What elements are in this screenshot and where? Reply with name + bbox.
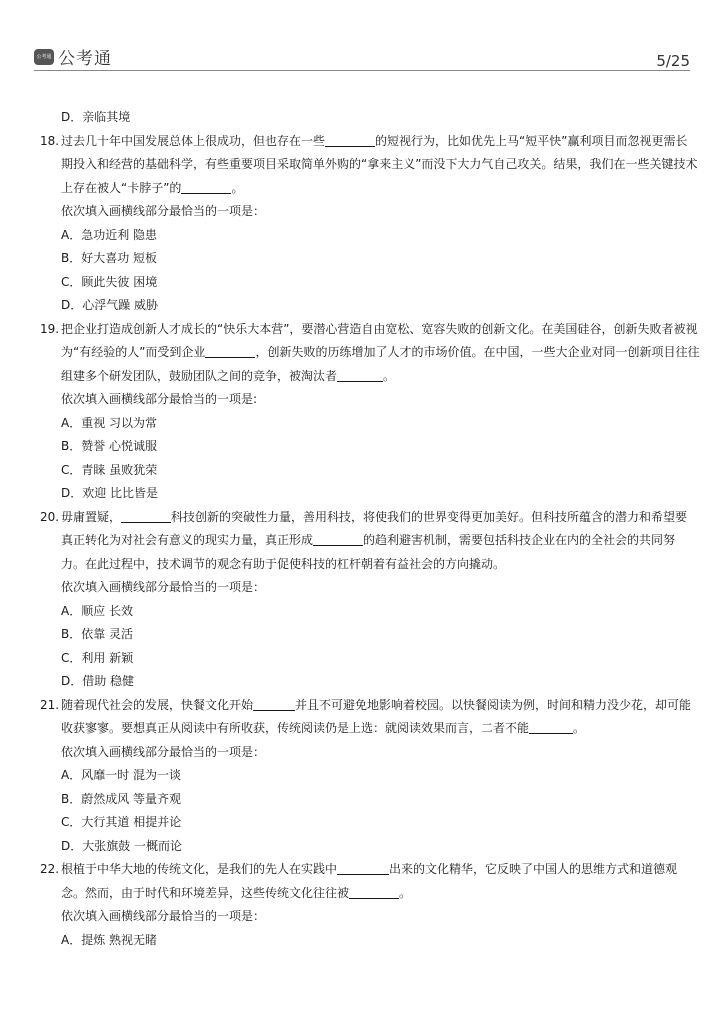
option: C．顾此失彼 困境 [61, 274, 158, 289]
question-text: 上存在被人“卡脖子”的 [61, 180, 182, 195]
question-text: 期投入和经营的基础科学，有些重要项目采取简单外购的“拿来主义”而没下大力气自己攻关。结果，我们在一些关键技术 [61, 157, 698, 171]
fill-blank [205, 345, 255, 358]
question-text: 。 [573, 721, 586, 735]
question-text: 。 [383, 368, 396, 383]
header-divider [34, 70, 690, 71]
question-number: 20. [40, 509, 60, 524]
question-text: 为“有经验的人”而受到企业 [61, 345, 206, 359]
logo-badge-icon: 公考通 [34, 49, 54, 65]
question-prompt: 依次填入画横线部分最恰当的一项是: [61, 392, 258, 406]
option: D．欢迎 比比皆是 [61, 486, 159, 500]
question-prompt: 依次填入画横线部分最恰当的一项是： [61, 580, 266, 594]
logo-text: 公考通 [58, 49, 112, 69]
question-text: 随着现代社会的发展，快餐文化开始 [61, 697, 254, 712]
question-text: 科技创新的突破性力量，善用科技，将使我们的世界变得更加美好。但科技所蕴含的潜力和希望要 [171, 509, 688, 524]
question-text: 把企业打造成创新人才成长的“快乐大本营”，要潜心营造自由宽松、宽容失败的创新文化。在美国硅谷，创新失败者被视 [61, 321, 698, 336]
question-text: 。 [399, 885, 412, 900]
option: B．赞誉 心悦诚服 [61, 439, 158, 453]
option: D．借助 稳健 [61, 674, 135, 688]
question-text: 念。然而，由于时代和环境差异，这些传统文化往往被 [61, 885, 350, 900]
question-number: 22. [40, 862, 60, 876]
question-text: 力。在此过程中，技术调节的观念有助于促使科技的杠杆朝着有益社会的方向撬动。 [61, 556, 506, 571]
question-18 [40, 130, 698, 318]
fill-blank [253, 698, 295, 711]
option: B．好大喜功 短板 [61, 251, 158, 265]
option: D．心浮气躁 威胁 [61, 298, 159, 312]
option: C．大行其道 相提并论 [61, 815, 182, 829]
question-22 [40, 858, 690, 952]
question-prompt: 依次填入画横线部分最恰当的一项是： [61, 204, 266, 218]
page-header [34, 42, 690, 70]
option: A．风靡一时 混为一谈 [61, 768, 182, 782]
option: A．顺应 长效 [61, 603, 134, 618]
document-body [40, 106, 700, 952]
question-text: 的短视行为，比如优先上马“短平快”赢利项目而忽视更需长 [375, 133, 688, 148]
fill-blank [181, 181, 231, 194]
question-text: 组建多个研发团队，鼓励团队之间的竞争，被淘汰者 [61, 368, 338, 383]
question-text: 出来的文化精华，它反映了中国人的思维方式和道德观 [389, 862, 678, 876]
fill-blank [121, 510, 171, 523]
option: B．依靠 灵活 [61, 627, 134, 641]
option: C．青睐 虽败犹荣 [61, 462, 158, 477]
option: D．大张旗鼓 一概而论 [61, 838, 183, 853]
question-text: ，创新失败的历练增加了人才的市场价值。在中国，一些大企业对同一创新项目往往 [255, 345, 700, 359]
question-21 [40, 694, 690, 859]
fill-blank [325, 134, 375, 147]
question-20 [40, 506, 690, 694]
option: D．亲临其境 [61, 110, 131, 124]
question-number: 21. [40, 697, 60, 712]
fill-blank [529, 721, 573, 734]
logo [34, 44, 112, 69]
question-text: 收获寥寥。要想真正从阅读中有所收获，传统阅读仍是上选：就阅读效果而言，二者不能 [61, 721, 530, 735]
question-text: 毋庸置疑， [61, 509, 122, 524]
page-number: 5/25 [656, 52, 690, 70]
fill-blank [349, 886, 399, 899]
question-prompt: 依次填入画横线部分最恰当的一项是： [61, 744, 266, 759]
question-text: 真正转化为对社会有意义的现实力量，真正形成 [61, 533, 314, 547]
option: A．急功近利 隐患 [61, 227, 158, 242]
option: B．蔚然成风 等量齐观 [61, 791, 182, 806]
question-number: 19. [40, 321, 60, 336]
question-text: 并且不可避免地影响着校园。以快餐阅读为例，时间和精力没少花，却可能 [295, 697, 692, 712]
fill-blank [337, 862, 389, 875]
option: A．重视 习以为常 [61, 415, 158, 430]
option: C．利用 新颖 [61, 650, 134, 665]
fill-blank [337, 369, 383, 382]
question-19 [40, 318, 700, 506]
question-prompt: 依次填入画横线部分最恰当的一项是： [61, 909, 266, 923]
fill-blank [313, 533, 363, 546]
question-text: 。 [231, 180, 244, 195]
option: A．提炼 熟视无睹 [61, 932, 158, 947]
question-text: 过去几十年中国发展总体上很成功，但也存在一些 [61, 133, 326, 148]
question-text: 根植于中华大地的传统文化，是我们的先人在实践中 [61, 862, 338, 876]
question-text: 的趋利避害机制，需要包括科技企业在内的全社会的共同努 [363, 533, 676, 547]
question-number: 18. [40, 133, 60, 148]
